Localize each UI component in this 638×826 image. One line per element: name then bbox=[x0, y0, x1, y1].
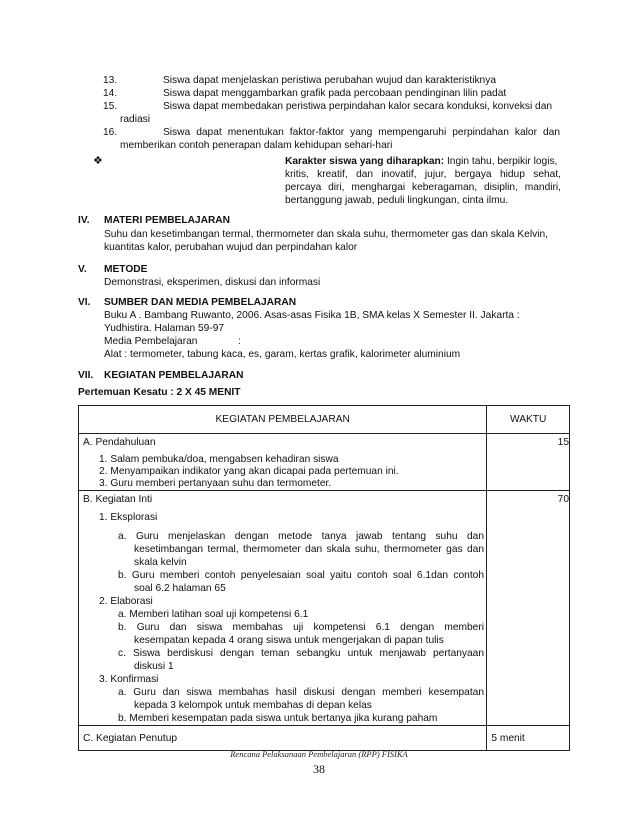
section-iv-text: Suhu dan kesetimbangan termal, thermometer dan skala suhu, thermometer gas dan skala Kelvin, bbox=[104, 229, 548, 240]
elaborasi-heading: 2. Elaborasi bbox=[99, 596, 153, 607]
table-row bbox=[79, 434, 570, 491]
page-number: 38 bbox=[313, 762, 325, 776]
section-b-cell bbox=[79, 491, 487, 726]
section-v-number: V. bbox=[78, 264, 87, 275]
section-vi-media-label: Media Pembelajaran bbox=[104, 336, 198, 347]
section-b-time: 70 bbox=[557, 494, 569, 505]
section-c-time: 5 menit bbox=[491, 733, 525, 744]
section-vi-text: Buku A . Bambang Ruwanto, 2006. Asas-asas Fisika 1B, SMA kelas X Semester II. Jakarta : bbox=[104, 310, 520, 321]
indicator-text: Siswa dapat menentukan faktor-faktor yang mempengaruhi perpindahan kalor dan bbox=[163, 127, 560, 138]
list-item-continued: soal 6.2 halaman 65 bbox=[134, 583, 226, 594]
indicator-number: 16. bbox=[103, 127, 118, 138]
indicator-text: Siswa dapat membedakan peristiwa perpindahan kalor secara konduksi, konveksi dan bbox=[163, 101, 553, 112]
list-item: b. Guru memberi contoh penyelesaian soal yaitu contoh soal 6.1dan contoh bbox=[118, 570, 484, 581]
section-vi-text: Alat : termometer, tabung kaca, es, garam, kertas grafik, kalorimeter aluminium bbox=[104, 349, 461, 360]
list-item-continued: diskusi 1 bbox=[134, 661, 174, 672]
indicator-number: 15. bbox=[103, 101, 118, 112]
header-activity: KEGIATAN PEMBELAJARAN bbox=[79, 406, 487, 434]
list-item-continued: skala kelvin bbox=[134, 557, 187, 568]
list-item-continued: kesempatan kepada 4 orang siswa untuk mengerjakan di papan tulis bbox=[134, 635, 444, 646]
section-c-time-cell bbox=[487, 726, 570, 751]
section-c-cell bbox=[79, 726, 487, 751]
section-a-time: 15 bbox=[557, 437, 569, 448]
karakter-text: Ingin tahu, berpikir logis, bbox=[446, 156, 558, 167]
karakter-line-2: kritis, kreatif, dan inovatif, jujur, bergaya hidup sehat, bbox=[285, 169, 561, 180]
section-iv-text: kuantitas kalor, perubahan wujud dan perpindahan kalor bbox=[104, 242, 358, 253]
list-item-continued: kepada 3 kelompok untuk membahas di depan kelas bbox=[134, 700, 372, 711]
section-a-cell bbox=[79, 434, 487, 491]
activity-table bbox=[78, 405, 570, 751]
section-b-time-cell bbox=[487, 491, 570, 726]
karakter-line-3: percaya diri, menghargai keberagaman, disiplin, mandiri, bbox=[285, 182, 561, 193]
konfirmasi-heading: 3. Konfirmasi bbox=[99, 674, 159, 685]
section-a-time-cell bbox=[487, 434, 570, 491]
indicator-text-continued: radiasi bbox=[120, 114, 151, 125]
indicator-number: 14. bbox=[103, 88, 118, 99]
indicator-text: Siswa dapat menggambarkan grafik pada percobaan pendinginan lilin padat bbox=[163, 88, 507, 99]
section-b-title: B. Kegiatan Inti bbox=[83, 494, 153, 505]
eksplorasi-heading: 1. Eksplorasi bbox=[99, 512, 158, 523]
section-iv-title: MATERI PEMBELAJARAN bbox=[104, 215, 231, 226]
list-item: 3. Guru memberi pertanyaan suhu dan termometer. bbox=[99, 478, 332, 489]
karakter-line-1 bbox=[285, 155, 557, 168]
karakter-label: Karakter siswa yang diharapkan: bbox=[285, 156, 445, 167]
list-item: a. Memberi latihan soal uji kompetensi 6.1 bbox=[118, 609, 309, 620]
list-item: b. Memberi kesempatan pada siswa untuk bertanya jika kurang paham bbox=[118, 713, 438, 724]
section-vi-title: SUMBER DAN MEDIA PEMBELAJARAN bbox=[104, 297, 297, 308]
section-vii-number: VII. bbox=[78, 370, 94, 381]
section-c-title: C. Kegiatan Penutup bbox=[83, 733, 178, 744]
table-header-row bbox=[79, 406, 570, 434]
section-vi-media-colon: : bbox=[238, 336, 241, 347]
diamond-bullet-icon: ❖ bbox=[93, 155, 103, 167]
footer-title: Rencana Pelaksanaan Pembelajaran (RPP) FISIKA bbox=[230, 749, 408, 759]
indicator-text-continued: memberikan contoh penerapan dalam kehidupan sehari-hari bbox=[120, 140, 393, 151]
section-v-title: METODE bbox=[104, 264, 148, 275]
list-item: a. Guru menjelaskan dengan metode tanya jawab tentang suhu dan bbox=[118, 531, 484, 542]
list-item: a. Guru dan siswa membahas hasil diskusi dengan memberi kesempatan bbox=[118, 687, 484, 698]
section-a-title: A. Pendahuluan bbox=[83, 437, 156, 448]
meeting-heading: Pertemuan Kesatu : 2 X 45 MENIT bbox=[78, 387, 241, 398]
section-iv-number: IV. bbox=[78, 215, 90, 226]
list-item: 1. Salam pembuka/doa, mengabsen kehadiran siswa bbox=[99, 454, 339, 465]
karakter-line-4: bertanggung jawab, peduli lingkungan, cinta ilmu. bbox=[285, 195, 509, 206]
section-v-text: Demonstrasi, eksperimen, diskusi dan informasi bbox=[104, 277, 321, 288]
indicator-text: Siswa dapat menjelaskan peristiwa perubahan wujud dan karakteristiknya bbox=[163, 75, 496, 86]
list-item: b. Guru dan siswa membahas uji kompetensi 6.1 dengan memberi bbox=[118, 622, 484, 633]
header-time: WAKTU bbox=[487, 406, 570, 434]
section-vi-number: VI. bbox=[78, 297, 91, 308]
list-item-continued: kesetimbangan termal, thermometer dan skala suhu, thermometer gas dan bbox=[134, 544, 484, 555]
table-row bbox=[79, 491, 570, 726]
list-item: 2. Menyampaikan indikator yang akan dicapai pada pertemuan ini. bbox=[99, 466, 399, 477]
section-vi-text: Yudhistira. Halaman 59-97 bbox=[104, 323, 225, 334]
table-row bbox=[79, 726, 570, 751]
indicator-number: 13. bbox=[103, 75, 118, 86]
list-item: c. Siswa berdiskusi dengan teman sebangku untuk menjawab pertanyaan bbox=[118, 648, 484, 659]
section-vii-title: KEGIATAN PEMBELAJARAN bbox=[104, 370, 244, 381]
